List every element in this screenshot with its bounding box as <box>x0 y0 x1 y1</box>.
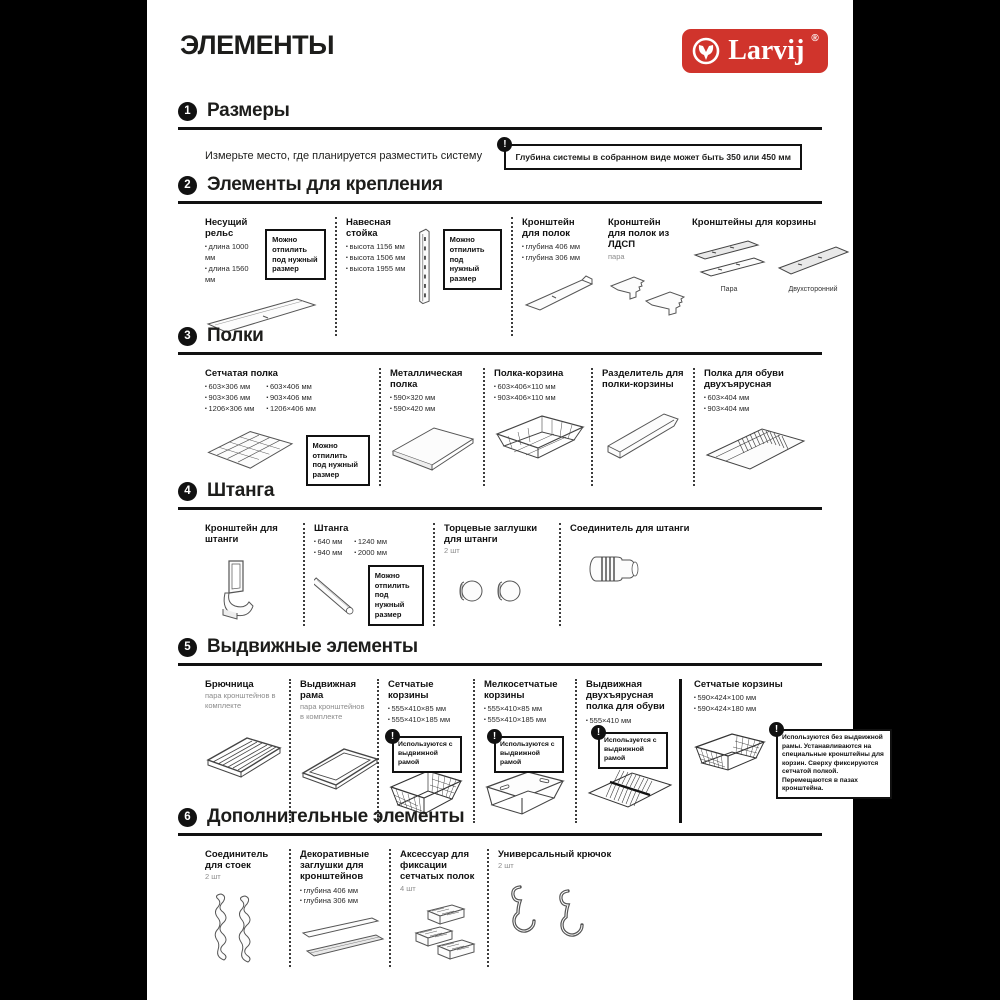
rod-connector-illustration <box>586 548 648 590</box>
size-option: ▪ 590×424×100 мм <box>694 693 892 704</box>
item-rod-end-caps <box>433 523 559 626</box>
item-title: Брючница <box>205 679 254 690</box>
item-pullout-frame <box>289 679 377 823</box>
section-additional <box>178 806 822 967</box>
divider-illustration <box>602 406 684 462</box>
section-divider <box>178 833 822 836</box>
item-pullout-shoe-shelf <box>575 679 679 823</box>
size-option: ▪ 590×420 мм <box>390 404 474 415</box>
section-title: Дополнительные элементы <box>207 806 465 827</box>
section-title: Штанга <box>207 480 275 501</box>
item-upright-connector <box>205 849 289 967</box>
section-divider <box>178 507 822 510</box>
size-option: ▪ глубина 306 мм <box>522 253 590 264</box>
item-mounting-rail <box>205 217 335 336</box>
item-metal-shelf <box>379 368 483 486</box>
item-universal-hook <box>487 849 822 967</box>
item-title: Выдвижная рама <box>300 679 356 702</box>
pair-label: Пара <box>720 286 738 294</box>
section-dimensions <box>178 100 822 170</box>
section-divider <box>178 201 822 204</box>
size-option: ▪ 590×424×180 мм <box>694 704 892 715</box>
exclamation-icon: ! <box>591 725 606 740</box>
section-number-badge: 4 <box>178 482 197 501</box>
size-option: ▪ 1206×306 мм <box>205 404 254 415</box>
depth-note-text: Глубина системы в собранном виде может быть 350 или 450 мм <box>515 152 791 162</box>
item-note: пара кронштейнов в комплекте <box>205 691 276 710</box>
item-title: Соединитель для стоек <box>205 849 269 872</box>
item-fine-wire-baskets <box>473 679 575 823</box>
upright-illustration <box>415 217 432 315</box>
wire-shelf-illustration <box>205 423 296 475</box>
size-option: ▪ длина 1560 мм <box>205 264 255 286</box>
shoe-shelf-illustration <box>704 423 808 473</box>
cut-to-size-note: Можно отпилить под нужный размер <box>265 229 326 280</box>
item-rod-bracket <box>205 523 303 626</box>
size-option: ▪ 603×406×110 мм <box>494 382 582 393</box>
section-divider <box>178 663 822 666</box>
shelf-basket-illustration <box>494 412 586 468</box>
item-rod-connector <box>559 523 822 626</box>
size-option: ▪ высота 1506 мм <box>346 253 405 264</box>
registered-mark: ® <box>811 33 819 44</box>
cut-to-size-note: Можно отпилить под нужный размер <box>306 435 370 486</box>
item-title: Кронштейн для штанги <box>205 523 278 546</box>
size-option: ▪ 1206×406 мм <box>266 404 315 415</box>
decor-caps-illustration <box>300 915 386 967</box>
item-title: Кронштейн для полок <box>522 217 575 240</box>
item-shelf-basket <box>483 368 591 486</box>
trouser-rack-illustration <box>205 732 283 788</box>
size-option: ▪ 940 мм <box>314 548 342 559</box>
item-title: Сетчатые корзины <box>694 679 783 690</box>
size-option: ▪ 590×320 мм <box>390 393 474 404</box>
item-title: Металлическая полка <box>390 368 463 391</box>
no-frame-note: ! Используются без выдвижной рамы. Устанавливаются на специальные кронштейны для корзин. Сверху фиксируются сетчатой полкой. Перемещаются в пазах кронштейна. <box>776 729 892 799</box>
rod-bracket-illustration <box>219 559 259 621</box>
size-option: ▪ 903×406 мм <box>266 393 315 404</box>
shelf-fixer-illustration <box>408 901 480 961</box>
size-option: ▪ длина 1000 мм <box>205 242 255 264</box>
section-divider <box>178 127 822 130</box>
measure-instruction: Измерьте место, где планируется разместить систему <box>205 150 483 162</box>
frame-required-note: ! Используются с выдвижной рамой <box>392 736 462 772</box>
size-option: ▪ глубина 406 мм <box>522 242 590 253</box>
section-pullout <box>178 636 884 823</box>
section-title: Полки <box>207 325 264 346</box>
size-option: ▪ 903×406×110 мм <box>494 393 582 404</box>
size-option: ▪ глубина 306 мм <box>300 896 380 907</box>
section-number-badge: 3 <box>178 327 197 346</box>
size-option: ▪ 2000 мм <box>354 548 387 559</box>
brand-emblem-icon <box>691 36 721 66</box>
item-shelf-bracket <box>511 217 599 336</box>
exclamation-icon: ! <box>769 722 784 737</box>
item-qty: 2 шт <box>205 872 221 882</box>
basket-bracket-pair-illustration <box>692 238 766 284</box>
item-wire-baskets-no-frame <box>679 679 901 823</box>
item-wire-shelf <box>205 368 379 486</box>
section-number-badge: 2 <box>178 176 197 195</box>
bracket-illustration <box>522 272 598 312</box>
item-qty: 2 шт <box>444 546 460 556</box>
brand-name: Larvij <box>728 35 805 66</box>
size-option: ▪ 903×404 мм <box>704 404 813 415</box>
section-rod <box>178 480 822 626</box>
item-title: Выдвижная двухъярусная полка для обуви <box>586 679 665 713</box>
item-title: Полка для обуви двухъярусная <box>704 368 784 391</box>
exclamation-icon: ! <box>487 729 502 744</box>
section-title: Элементы для крепления <box>207 174 443 195</box>
size-option: ▪ 903×306 мм <box>205 393 254 404</box>
item-wire-baskets <box>377 679 473 823</box>
hooks-illustration <box>502 879 598 941</box>
section-number-badge: 5 <box>178 638 197 657</box>
item-shelf-fixing-accessory <box>389 849 487 967</box>
wide-wire-basket-illustration <box>694 729 766 781</box>
section-title: Размеры <box>207 100 290 121</box>
frame-required-note: ! Используются с выдвижной рамой <box>494 736 564 772</box>
item-title: Аксессуар для фиксации сетчатых полок <box>400 849 475 883</box>
item-rod <box>303 523 433 626</box>
size-option: ▪ 640 мм <box>314 537 342 548</box>
upright-connector-illustration <box>211 890 263 964</box>
size-option: ▪ 603×306 мм <box>205 382 254 393</box>
item-title: Соединитель для штанги <box>570 523 690 534</box>
metal-shelf-illustration <box>390 423 476 475</box>
section-shelves <box>178 325 822 486</box>
item-note: пара кронштейнов в комплекте <box>300 702 365 721</box>
frame-required-note: ! Используется с выдвижной рамой <box>598 732 668 768</box>
cut-to-size-note: Можно отпилить под нужный размер <box>368 565 424 626</box>
ldsp-bracket-illustration <box>608 269 688 321</box>
item-qty: 2 шт <box>498 861 514 871</box>
item-title: Декоративные заглушки для кронштейнов <box>300 849 370 883</box>
exclamation-icon: ! <box>385 729 400 744</box>
item-trouser-rack <box>205 679 289 823</box>
brand-logo <box>682 29 828 73</box>
item-title: Сетчатые корзины <box>388 679 434 702</box>
item-title: Полка-корзина <box>494 368 564 379</box>
item-title: Торцевые заглушки для штанги <box>444 523 538 546</box>
section-mounting <box>178 174 838 336</box>
end-caps-illustration <box>456 572 530 608</box>
size-option: ▪ 555×410×85 мм <box>484 704 566 715</box>
item-qty: 4 шт <box>400 883 416 893</box>
rod-illustration <box>314 565 358 623</box>
size-option: ▪ 555×410×185 мм <box>388 715 464 726</box>
item-title: Несущий рельс <box>205 217 248 240</box>
double-sided-label: Двухсторонний <box>788 286 838 294</box>
size-option: ▪ 555×410×185 мм <box>484 715 566 726</box>
pullout-frame-illustration <box>300 743 380 799</box>
size-option: ▪ 555×410 мм <box>586 716 670 727</box>
depth-note-box <box>503 139 802 170</box>
cut-to-size-note: Можно отпилить под нужный размер <box>443 229 502 290</box>
section-divider <box>178 352 822 355</box>
size-option: ▪ 603×404 мм <box>704 393 813 404</box>
section-number-badge: 6 <box>178 808 197 827</box>
item-title: Разделитель для полки-корзины <box>602 368 684 391</box>
basket-bracket-double-illustration <box>776 238 850 284</box>
size-option: ▪ высота 1955 мм <box>346 264 405 275</box>
item-qty: пара <box>608 251 625 261</box>
item-title: Сетчатая полка <box>205 368 278 379</box>
item-title: Универсальный крючок <box>498 849 612 860</box>
item-title: Мелкосетчатые корзины <box>484 679 558 702</box>
section-title: Выдвижные элементы <box>207 636 418 657</box>
item-shoe-shelf <box>693 368 822 486</box>
exclamation-icon: ! <box>497 137 512 152</box>
page-title: ЭЛЕМЕНТЫ <box>180 30 335 60</box>
size-option: ▪ 555×410×85 мм <box>388 704 464 715</box>
size-option: ▪ 1240 мм <box>354 537 387 548</box>
size-option: ▪ высота 1156 мм <box>346 242 405 253</box>
section-number-badge: 1 <box>178 102 197 121</box>
item-ldsp-bracket <box>599 217 683 336</box>
size-option: ▪ глубина 406 мм <box>300 886 380 897</box>
item-basket-divider <box>591 368 693 486</box>
item-hanging-upright <box>335 217 511 336</box>
item-title: Штанга <box>314 523 349 534</box>
document-page <box>147 0 884 1000</box>
item-title: Кронштейн для полок из ЛДСП <box>608 217 670 251</box>
item-basket-brackets <box>683 217 859 336</box>
item-decor-caps <box>289 849 389 967</box>
item-title: Навесная стойка <box>346 217 391 240</box>
size-option: ▪ 603×406 мм <box>266 382 315 393</box>
item-title: Кронштейны для корзины <box>692 217 817 228</box>
